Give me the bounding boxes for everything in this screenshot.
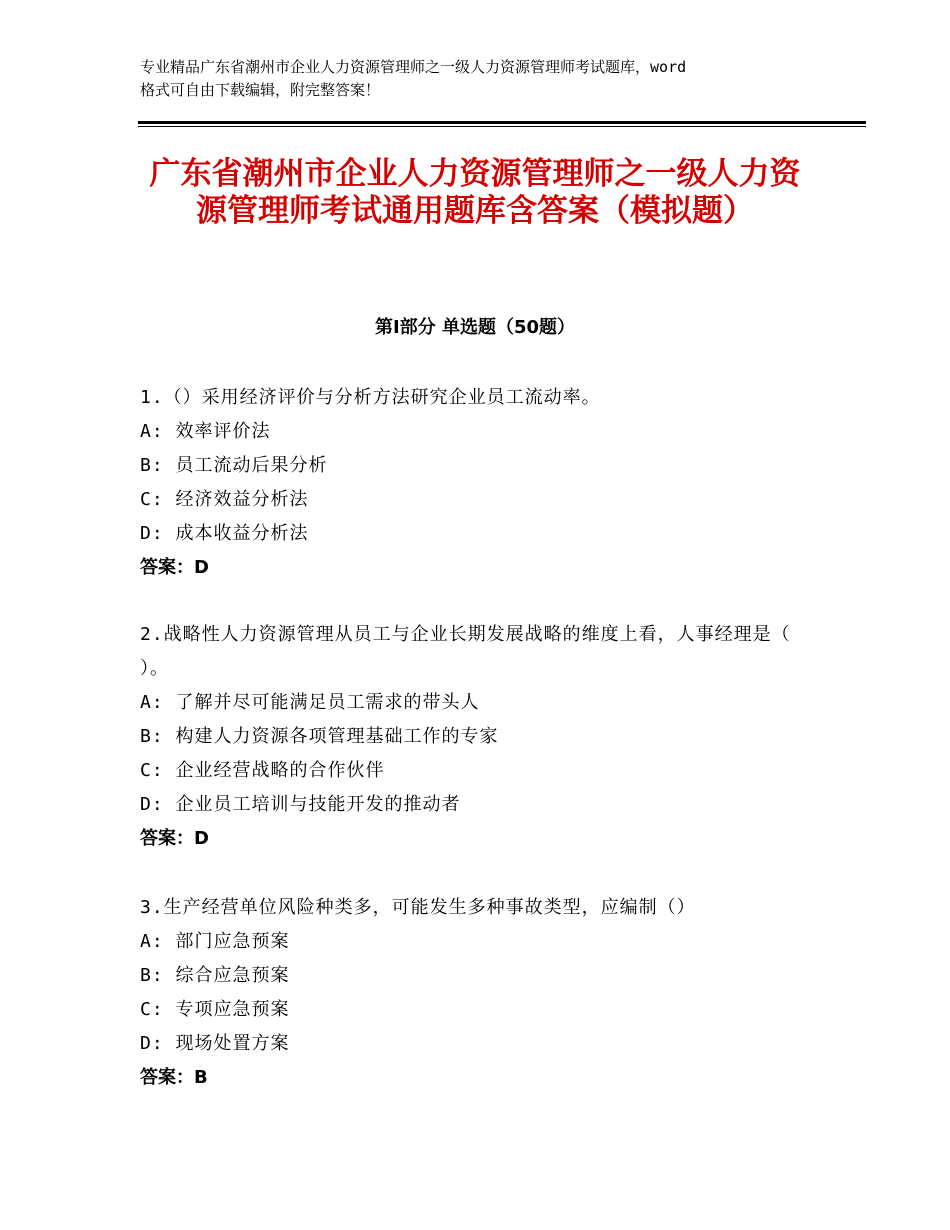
question-stem: 2.战略性人力资源管理从员工与企业长期发展战略的维度上看，人事经理是（ ）。 <box>140 624 791 679</box>
header-note <box>140 56 830 102</box>
option-b: B: 构建人力资源各项管理基础工作的专家 <box>140 726 499 747</box>
question-1 <box>140 381 800 585</box>
option-a: A: 效率评价法 <box>140 421 271 442</box>
document-title: 广东省潮州市企业人力资源管理师之一级人力资源管理师考试通用题库含答案（模拟题） <box>149 156 801 229</box>
answer: 答案：B <box>140 1067 208 1088</box>
header-note-line-1: 专业精品广东省潮州市企业人力资源管理师之一级人力资源管理师考试题库，word <box>140 58 687 76</box>
question-3 <box>140 891 800 1095</box>
option-d: D: 企业员工培训与技能开发的推动者 <box>140 794 461 815</box>
option-b: B: 员工流动后果分析 <box>140 455 328 476</box>
option-c: C: 经济效益分析法 <box>140 489 309 510</box>
header-note-line-2: 格式可自由下载编辑，附完整答案！ <box>140 81 381 99</box>
option-c: C: 企业经营战略的合作伙伴 <box>140 760 385 781</box>
question-stem: 1.（）采用经济评价与分析方法研究企业员工流动率。 <box>140 387 601 408</box>
question-2 <box>140 618 800 856</box>
option-d: D: 现场处置方案 <box>140 1033 290 1054</box>
option-d: D: 成本收益分析法 <box>140 523 309 544</box>
option-c: C: 专项应急预案 <box>140 999 290 1020</box>
part-heading: 第I部分 单选题（50题） <box>374 317 575 338</box>
answer: 答案：D <box>140 557 209 578</box>
option-a: A: 了解并尽可能满足员工需求的带头人 <box>140 692 480 713</box>
question-stem: 3.生产经营单位风险种类多，可能发生多种事故类型，应编制（） <box>140 897 696 918</box>
option-a: A: 部门应急预案 <box>140 931 290 952</box>
header-rule-thick <box>138 121 866 124</box>
option-b: B: 综合应急预案 <box>140 965 290 986</box>
answer: 答案：D <box>140 828 209 849</box>
header-rule-thin <box>138 126 866 127</box>
